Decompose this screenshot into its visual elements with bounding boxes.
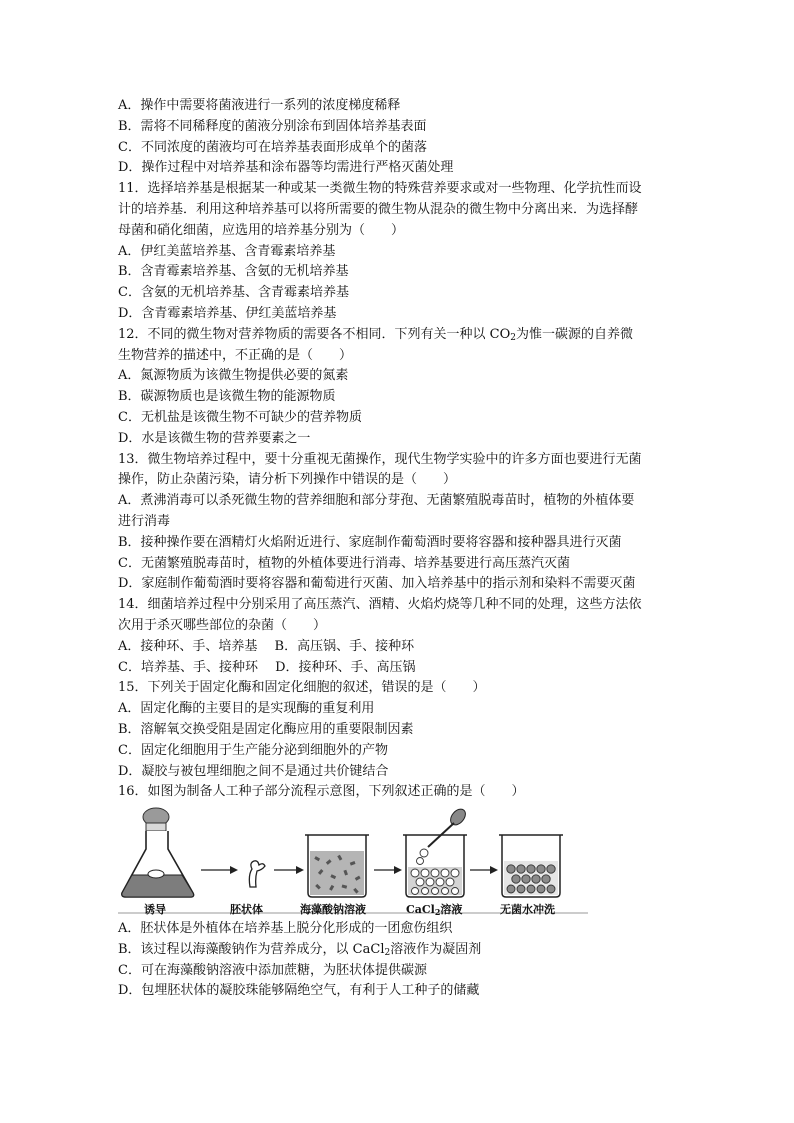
q15-option-d: D．凝胶与被包埋细胞之间不是通过共价键结合 bbox=[118, 763, 389, 779]
q12-option-d: D．水是该微生物的营养要素之一 bbox=[118, 430, 311, 446]
q13-stem-line2: 操作，防止杂菌污染，请分析下列操作中错误的是（ ） bbox=[118, 472, 457, 488]
q16-option-c: C．可在海藻酸钠溶液中添加蔗糖，为胚状体提供碳源 bbox=[118, 962, 427, 978]
arrow-icon bbox=[374, 866, 402, 874]
q10-option-a: A．操作中需要将菌液进行一系列的浓度梯度稀释 bbox=[118, 98, 401, 113]
q16-option-b: B．该过程以海藻酸钠作为营养成分，以 CaCl$_2$溶液作为凝固剂 bbox=[118, 941, 482, 958]
q13-stem-line1: 13．微生物培养过程中，要十分重视无菌操作，现代生物学实验中的许多方面也要进行无菌 bbox=[118, 451, 642, 467]
q13-option-a-line2: 进行消毒 bbox=[118, 513, 171, 529]
q13-option-a-line1: A．煮沸消毒可以杀死微生物的营养细胞和部分芽孢、无菌繁殖脱毒苗时，植物的外植体要 bbox=[118, 493, 635, 509]
q10-option-b: B．需将不同稀释度的菌液分别涂布到固体培养基表面 bbox=[118, 118, 427, 134]
q12-option-c: C．无机盐是该微生物不可缺少的营养物质 bbox=[118, 409, 362, 425]
q11-option-b: B．含青霉素培养基、含氨的无机培养基 bbox=[118, 264, 349, 280]
q14-stem-line1: 14．细菌培养过程中分别采用了高压蒸汽、酒精、火焰灼烧等几种不同的处理，这些方法依 bbox=[118, 597, 642, 613]
arrow-icon bbox=[201, 866, 238, 874]
embryoid-icon bbox=[249, 861, 265, 887]
q11-option-c: C．含氨的无机培养基、含青霉素培养基 bbox=[118, 285, 349, 301]
q14-options-ab: A．接种环、手、培养基 B．高压锅、手、接种环 bbox=[118, 638, 415, 654]
q12-stem-line1: 12．不同的微生物对营养物质的需要各不相同．下列有关一种以 $CO_2$为惟一碳源的自养微 bbox=[118, 326, 634, 343]
q11-option-d: D．含青霉素培养基、伊红美蓝培养基 bbox=[118, 305, 337, 321]
q13-option-b: B．接种操作要在酒精灯火焰附近进行、家庭制作葡萄酒时要将容器和接种器具进行灭菌 bbox=[118, 534, 622, 550]
arrow-icon bbox=[470, 866, 498, 874]
q10-option-d: D．操作过程中对培养基和涂布器等均需进行严格灭菌处理 bbox=[118, 160, 454, 176]
calcium-chloride-beaker-icon bbox=[403, 835, 467, 897]
caption-induction: 诱导 bbox=[144, 903, 166, 917]
caption-embryoid: 胚状体 bbox=[230, 903, 263, 917]
caption-sterile-water: 无菌水冲洗 bbox=[500, 903, 555, 917]
q12-stem-line2: 生物营养的描述中，不正确的是（ ） bbox=[118, 347, 353, 363]
sodium-alginate-beaker-icon bbox=[305, 835, 369, 897]
q15-option-b: B．溶解氧交换受阻是固定化酶应用的重要限制因素 bbox=[118, 721, 414, 737]
culture-flask-icon bbox=[122, 808, 194, 897]
arrow-icon bbox=[274, 866, 304, 874]
q14-stem-line2: 次用于杀灭哪些部位的杂菌（ ） bbox=[118, 617, 327, 633]
q15-option-c: C．固定化细胞用于生产能分泌到细胞外的产物 bbox=[118, 742, 388, 758]
q13-option-d: D．家庭制作葡萄酒时要将容器和葡萄进行灭菌、加入培养基中的指示剂和染料不需要灭菌 bbox=[118, 576, 636, 592]
q10-option-c: C．不同浓度的菌液均可在培养基表面形成单个的菌落 bbox=[118, 139, 427, 155]
q15-stem: 15．下列关于固定化酶和固定化细胞的叙述，错误的是（ ） bbox=[118, 680, 486, 696]
exam-page bbox=[118, 96, 678, 1002]
caption-cacl2: CaCl$_2$溶液 bbox=[406, 903, 463, 918]
q12-option-b: B．碳源物质也是该微生物的能源物质 bbox=[118, 389, 336, 405]
q14-options-cd: C．培养基、手、接种环 D．接种环、手、高压锅 bbox=[118, 659, 416, 675]
q16-option-d: D．包埋胚状体的凝胶珠能够隔绝空气，有利于人工种子的储藏 bbox=[118, 983, 480, 999]
flow-diagram bbox=[118, 805, 678, 917]
q12-option-a: A．氮源物质为该微生物提供必要的氮素 bbox=[118, 368, 349, 384]
q11-stem-line2: 计的培养基．利用这种培养基可以将所需要的微生物从混杂的微生物中分离出来．为选择酵 bbox=[118, 201, 639, 217]
q15-option-a: A．固定化酶的主要目的是实现酶的重复利用 bbox=[118, 701, 375, 717]
q11-stem-line1: 11．选择培养基是根据某一种或某一类微生物的特殊营养要求或对一些物理、化学抗性而设 bbox=[118, 181, 642, 197]
artificial-seed-flow-figure bbox=[118, 805, 678, 917]
q11-stem-line3: 母菌和硝化细菌，应选用的培养基分别为（ ） bbox=[118, 222, 405, 238]
caption-sodium-alginate: 海藻酸钠溶液 bbox=[300, 903, 366, 917]
q16-stem: 16．如图为制备人工种子部分流程示意图，下列叙述正确的是（ ） bbox=[118, 784, 525, 800]
q16-option-a: A．胚状体是外植体在培养基上脱分化形成的一团愈伤组织 bbox=[118, 921, 453, 937]
sterile-water-beaker-icon bbox=[499, 835, 563, 897]
q13-option-c: C．无菌繁殖脱毒苗时，植物的外植体要进行消毒、培养基要进行高压蒸汽灭菌 bbox=[118, 555, 570, 571]
q11-option-a: A．伊红美蓝培养基、含青霉素培养基 bbox=[118, 243, 336, 259]
